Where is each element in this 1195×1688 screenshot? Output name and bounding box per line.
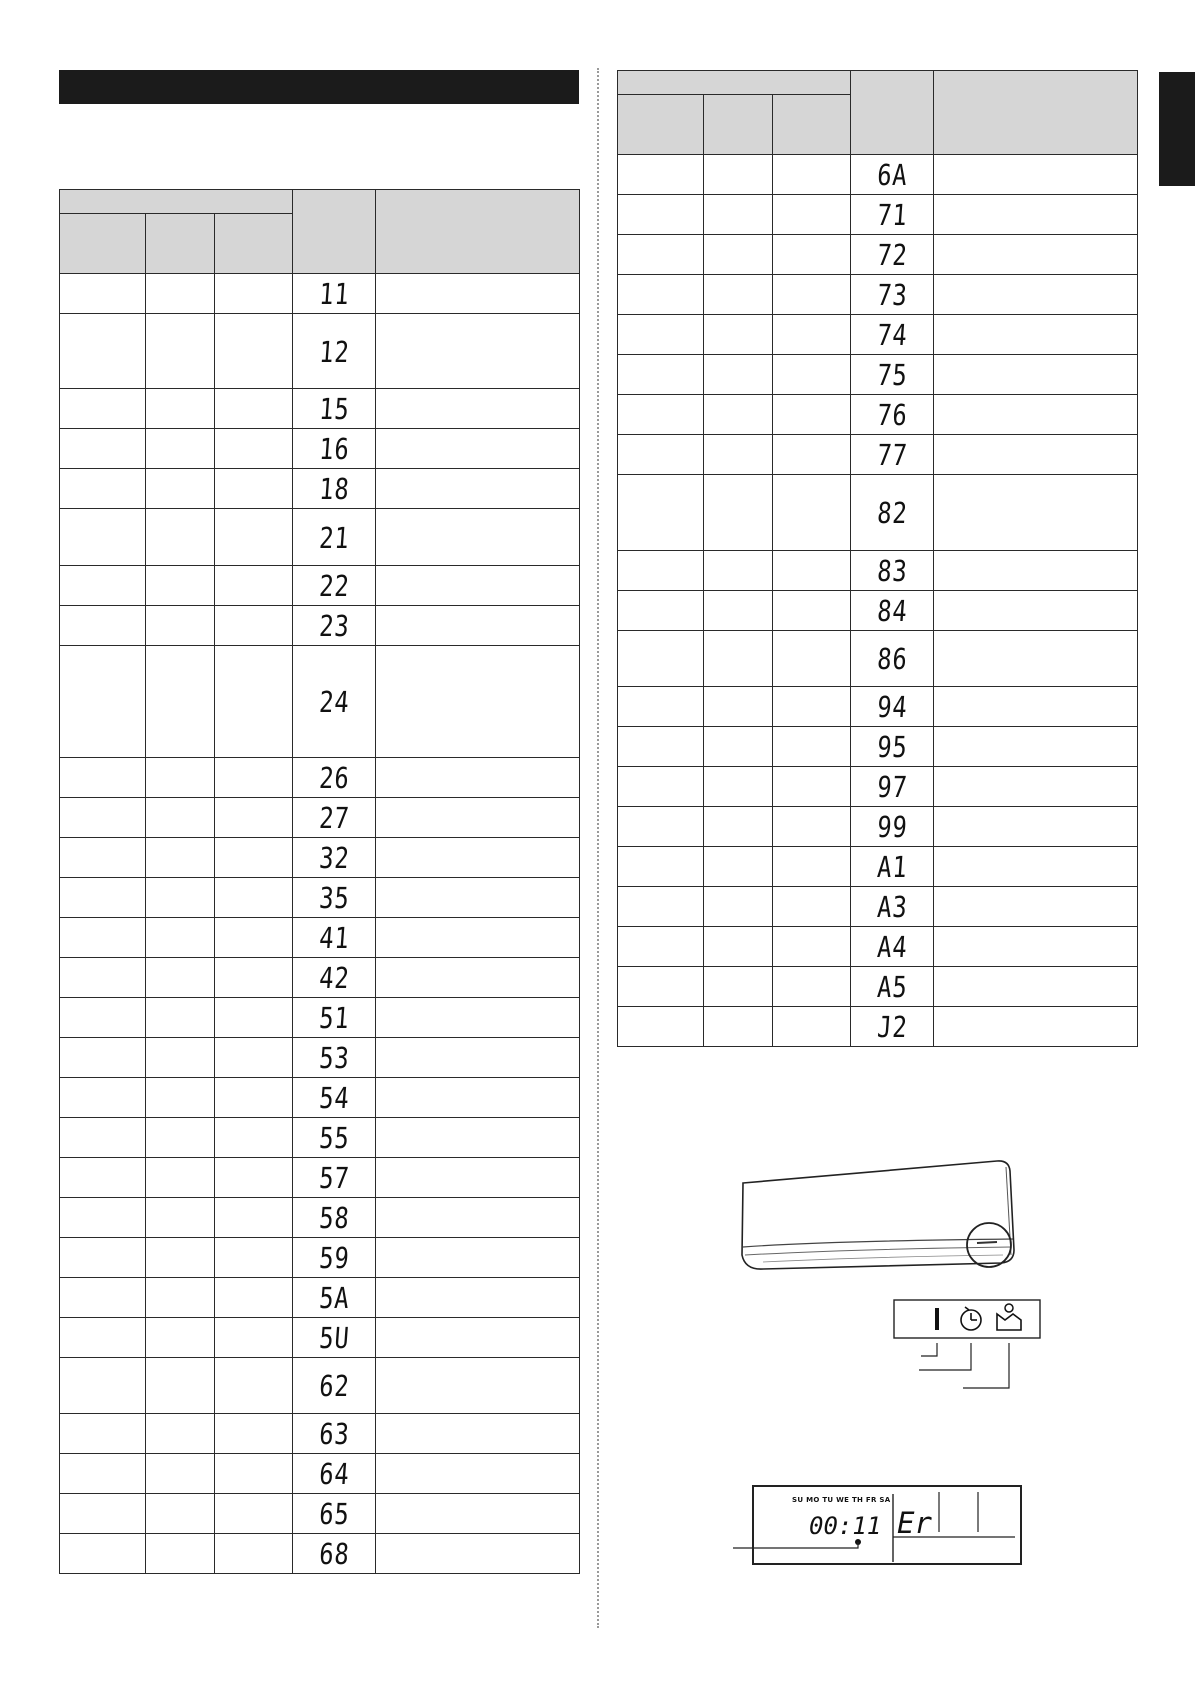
table-row xyxy=(60,429,580,469)
table-row xyxy=(618,807,1138,847)
error-code: 84 xyxy=(857,591,928,631)
error-code: A5 xyxy=(857,967,928,1007)
lcd-time: 00:11 xyxy=(809,1512,882,1540)
error-code: 65 xyxy=(299,1494,370,1534)
error-code: 27 xyxy=(299,798,370,838)
table-row xyxy=(60,646,580,758)
table-row xyxy=(60,1454,580,1494)
error-code: 58 xyxy=(299,1198,370,1238)
error-code: 82 xyxy=(855,475,929,551)
operation-indicator-icon xyxy=(935,1308,939,1330)
error-code: 11 xyxy=(299,274,370,314)
table-row xyxy=(618,155,1138,195)
error-code: 76 xyxy=(857,395,928,435)
error-code: 86 xyxy=(856,631,928,687)
table-row xyxy=(60,1238,580,1278)
error-code: 54 xyxy=(299,1078,370,1118)
table-row xyxy=(60,1078,580,1118)
error-code: 32 xyxy=(299,838,370,878)
error-code: 59 xyxy=(299,1238,370,1278)
error-code: 62 xyxy=(298,1358,370,1414)
error-code: 26 xyxy=(299,758,370,798)
table-row xyxy=(618,551,1138,591)
code-column-header xyxy=(293,190,376,274)
table-row xyxy=(60,314,580,389)
error-code: 16 xyxy=(299,429,370,469)
description-column-header xyxy=(376,190,580,274)
table-row xyxy=(618,847,1138,887)
lcd-error-text: Er xyxy=(897,1506,932,1540)
description-column-header xyxy=(934,71,1138,155)
table-row xyxy=(618,927,1138,967)
table-row xyxy=(60,998,580,1038)
table-row xyxy=(618,1007,1138,1047)
error-code: 42 xyxy=(299,958,370,998)
error-code: 77 xyxy=(857,435,928,475)
error-code: 95 xyxy=(857,727,928,767)
indicator-header-3 xyxy=(773,95,851,155)
error-code: 5A xyxy=(299,1278,370,1318)
indicator-header-2 xyxy=(704,95,773,155)
section-header-bar xyxy=(59,70,579,104)
language-tab xyxy=(1159,72,1195,186)
error-code: A1 xyxy=(857,847,928,887)
table-row xyxy=(60,274,580,314)
table-row xyxy=(60,758,580,798)
table-row xyxy=(60,1118,580,1158)
table-row xyxy=(618,355,1138,395)
column-divider xyxy=(597,68,599,1628)
error-code: 51 xyxy=(299,998,370,1038)
error-code: 12 xyxy=(297,314,370,389)
table-row xyxy=(618,475,1138,551)
table-row xyxy=(618,195,1138,235)
weekday-labels: SU MO TU WE TH FR SA xyxy=(792,1496,891,1504)
error-code: 57 xyxy=(299,1158,370,1198)
table-row xyxy=(60,1158,580,1198)
table-row xyxy=(60,566,580,606)
table-row xyxy=(618,315,1138,355)
table-row xyxy=(60,958,580,998)
error-code: 18 xyxy=(299,469,370,509)
table-row xyxy=(618,631,1138,687)
table-row xyxy=(618,967,1138,1007)
table-row xyxy=(618,435,1138,475)
table-row xyxy=(618,687,1138,727)
indicator-group-header xyxy=(60,190,293,214)
error-code: 63 xyxy=(299,1414,370,1454)
indicator-header-3 xyxy=(215,214,293,274)
error-code: 5U xyxy=(299,1318,370,1358)
error-code: 71 xyxy=(857,195,928,235)
error-code: A4 xyxy=(857,927,928,967)
error-code: 35 xyxy=(299,878,370,918)
table-row xyxy=(60,1318,580,1358)
indoor-unit-illustration xyxy=(735,1155,1025,1270)
table-row xyxy=(60,469,580,509)
error-code: 74 xyxy=(857,315,928,355)
error-code: J2 xyxy=(857,1007,928,1047)
table-row xyxy=(618,275,1138,315)
error-code: 6A xyxy=(857,155,928,195)
table-row xyxy=(60,1038,580,1078)
error-code: 94 xyxy=(857,687,928,727)
table-row xyxy=(618,767,1138,807)
table-row xyxy=(618,887,1138,927)
table-row xyxy=(60,1494,580,1534)
indicator-panel xyxy=(893,1298,1043,1393)
indicator-header-2 xyxy=(146,214,215,274)
error-code-table-right xyxy=(617,70,1138,1047)
code-column-header xyxy=(851,71,934,155)
error-code-table-left xyxy=(59,189,580,1574)
table-row xyxy=(60,509,580,566)
table-row xyxy=(60,389,580,429)
error-code: 73 xyxy=(857,275,928,315)
table-row xyxy=(60,606,580,646)
error-code: 99 xyxy=(857,807,928,847)
table-row xyxy=(60,838,580,878)
table-row xyxy=(60,1358,580,1414)
table-row xyxy=(60,1278,580,1318)
table-row xyxy=(60,878,580,918)
table-row xyxy=(618,591,1138,631)
error-code: 68 xyxy=(299,1534,370,1574)
error-code: 64 xyxy=(299,1454,370,1494)
table-row xyxy=(60,1414,580,1454)
table-row xyxy=(60,918,580,958)
table-row xyxy=(60,1534,580,1574)
error-code: 97 xyxy=(857,767,928,807)
remote-lcd xyxy=(733,1484,1023,1580)
error-code: A3 xyxy=(857,887,928,927)
error-code: 75 xyxy=(857,355,928,395)
error-code: 15 xyxy=(299,389,370,429)
error-code: 53 xyxy=(299,1038,370,1078)
error-code: 22 xyxy=(299,566,370,606)
error-code: 23 xyxy=(299,606,370,646)
table-row xyxy=(618,395,1138,435)
table-row xyxy=(60,798,580,838)
indicator-header-1 xyxy=(60,214,146,274)
error-code: 21 xyxy=(298,509,370,566)
table-row xyxy=(60,1198,580,1238)
error-code: 24 xyxy=(296,646,372,758)
error-code: 83 xyxy=(857,551,928,591)
error-code: 55 xyxy=(299,1118,370,1158)
error-code: 72 xyxy=(857,235,928,275)
indicator-group-header xyxy=(618,71,851,95)
indicator-header-1 xyxy=(618,95,704,155)
error-code: 41 xyxy=(299,918,370,958)
table-row xyxy=(618,727,1138,767)
table-row xyxy=(618,235,1138,275)
